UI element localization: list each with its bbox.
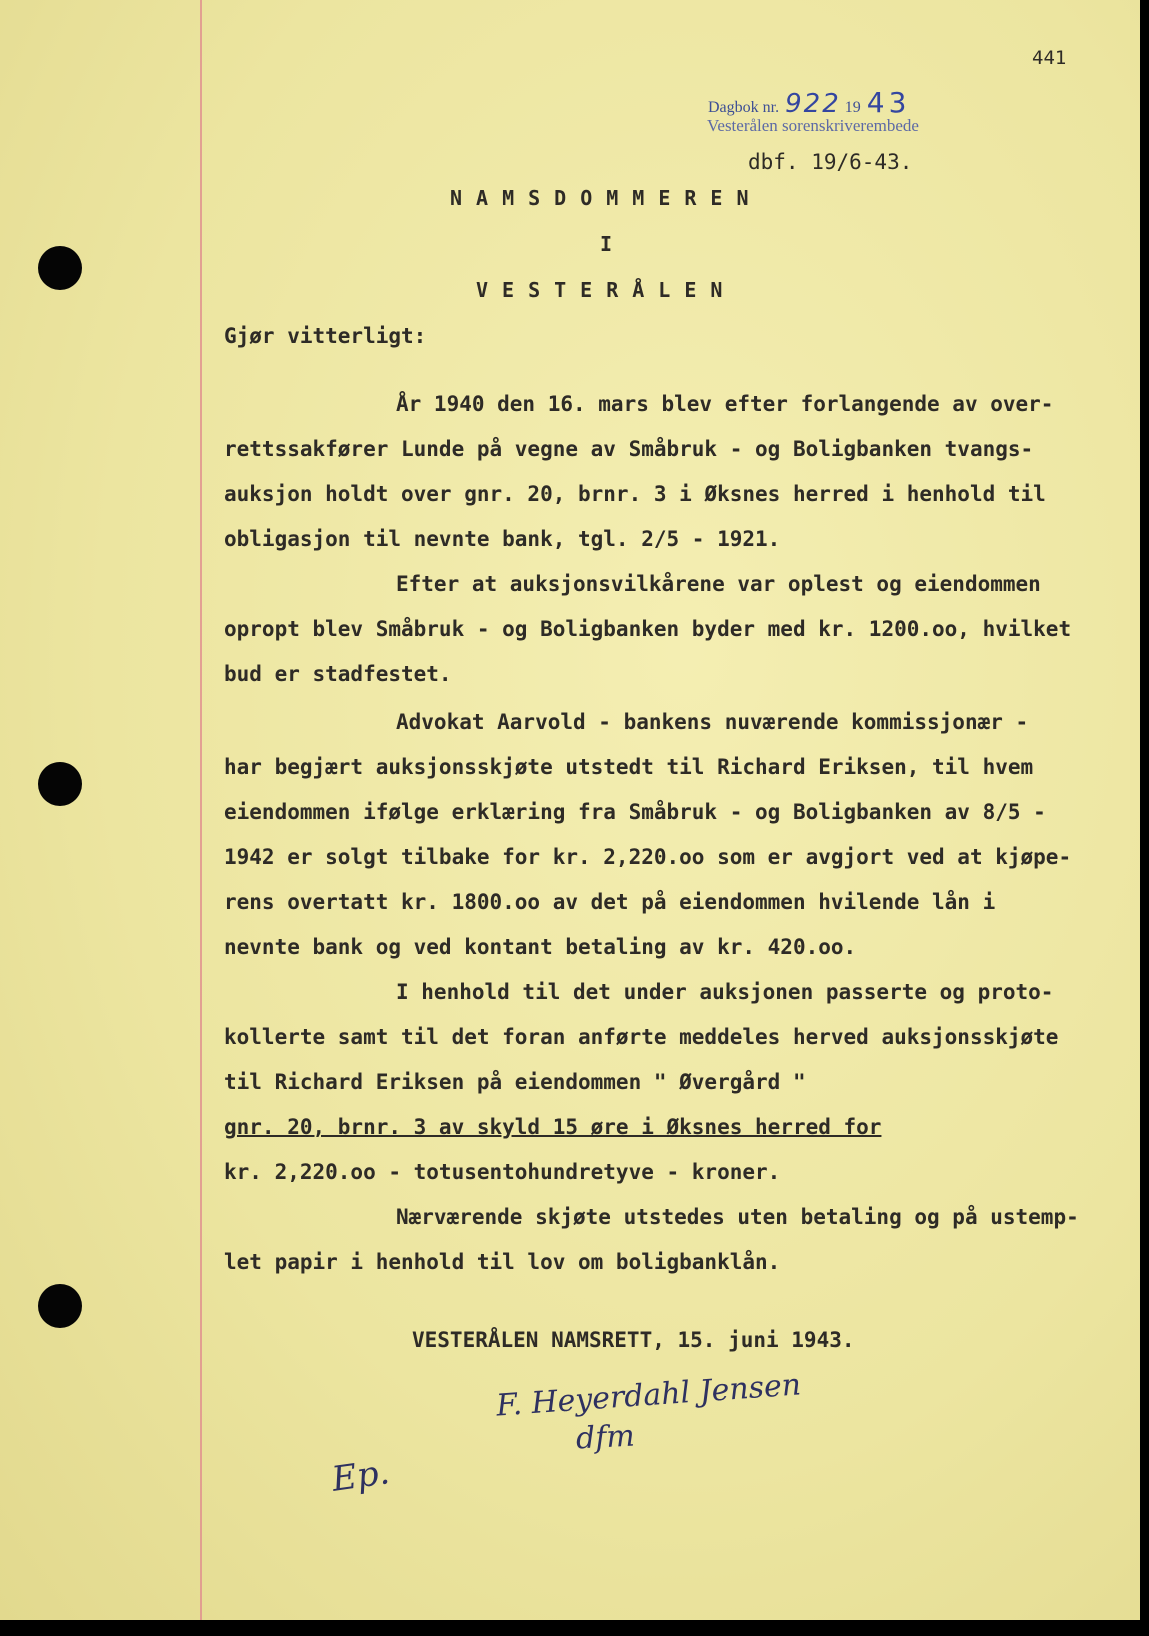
- body-line: nevnte bank og ved kontant betaling av kr. 420.oo.: [224, 935, 857, 959]
- body-line: Nærværende skjøte utstedes uten betaling og på ustemp-: [396, 1205, 1079, 1229]
- punch-hole: [38, 1284, 82, 1328]
- body-line: Efter at auksjonsvilkårene var oplest og eiendommen: [396, 572, 1041, 596]
- punch-hole: [38, 762, 82, 806]
- place-date-line: VESTERÅLEN NAMSRETT, 15. juni 1943.: [412, 1328, 855, 1352]
- journal-stamp: [708, 86, 910, 119]
- body-line: bud er stadfestet.: [224, 662, 452, 686]
- body-line: kollerte samt til det foran anførte meddeles herved auksjonsskjøte: [224, 1025, 1059, 1049]
- body-line: til Richard Eriksen på eiendommen " Øvergård ": [224, 1070, 806, 1094]
- stamp-office: Vesterålen sorenskriverembede: [707, 116, 919, 135]
- body-line: gnr. 20, brnr. 3 av skyld 15 øre i Øksnes herred for: [224, 1115, 882, 1139]
- stamp-dagbok-number: 922: [785, 89, 841, 119]
- stamp-year-suffix: 43: [866, 86, 911, 119]
- heading-line-2: I: [600, 232, 627, 256]
- heading-line-3: VESTERÅLEN: [476, 278, 737, 302]
- body-line: har begjært auksjonsskjøte utstedt til Richard Eriksen, til hvem: [224, 755, 1034, 779]
- signature-title: dfm: [575, 1418, 636, 1457]
- signature-initials: Ep.: [329, 1452, 392, 1500]
- stamp-year-prefix: 19: [844, 99, 861, 116]
- signature-name: F. Heyerdahl Jensen: [495, 1367, 803, 1424]
- body-line: let papir i henhold til lov om boligbanklån.: [224, 1250, 781, 1274]
- punch-hole: [38, 246, 82, 290]
- opening-line: Gjør vitterligt:: [224, 324, 427, 348]
- margin-rule: [200, 0, 202, 1620]
- body-line: obligasjon til nevnte bank, tgl. 2/5 - 1921.: [224, 527, 781, 551]
- body-line: kr. 2,220.oo - totusentohundretyve - kroner.: [224, 1160, 781, 1184]
- body-line: 1942 er solgt tilbake for kr. 2,220.oo som er avgjort ved at kjøpe-: [224, 845, 1072, 869]
- body-line: auksjon holdt over gnr. 20, brnr. 3 i Øksnes herred i henhold til: [224, 482, 1046, 506]
- body-line: rens overtatt kr. 1800.oo av det på eiendommen hvilende lån i: [224, 890, 996, 914]
- body-line: År 1940 den 16. mars blev efter forlangende av over-: [396, 392, 1054, 416]
- body-line: opropt blev Småbruk - og Boligbanken byder med kr. 1200.oo, hvilket: [224, 617, 1072, 641]
- registration-note: dbf. 19/6-43.: [748, 150, 913, 174]
- stamp-dagbok-label: Dagbok nr.: [708, 99, 780, 116]
- body-line: Advokat Aarvold - bankens nuværende kommissjonær -: [396, 710, 1029, 734]
- body-line: eiendommen ifølge erklæring fra Småbruk - og Boligbanken av 8/5 -: [224, 800, 1046, 824]
- page-number: 441: [1032, 47, 1067, 69]
- body-line: I henhold til det under auksjonen passerte og proto-: [396, 980, 1054, 1004]
- heading-line-1: NAMSDOMMEREN: [450, 186, 763, 210]
- body-line: rettssakfører Lunde på vegne av Småbruk - og Boligbanken tvangs-: [224, 437, 1034, 461]
